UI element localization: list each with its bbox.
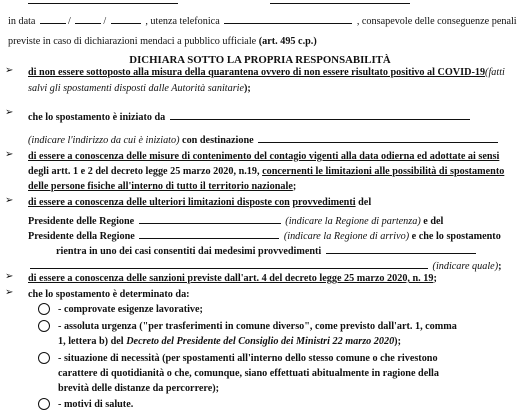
quarantine-statement-cont: salvi gli spostamenti disposti dalle Autorità sanitarie);	[28, 83, 251, 94]
section-heading: DICHIARA SOTTO LA PROPRIA RESPONSABILITÀ	[129, 54, 391, 66]
option-necessity-line-2: carattere di quotidianità o che, comunque, siano effettuati abitualmente in ragione della	[58, 368, 439, 379]
containment-measures-line-2: degli artt. 1 e 2 del decreto legge 25 marzo 2020, n.19, concernenti le limitazioni alle possibilità di spostamento	[28, 166, 505, 177]
departure-region-field[interactable]	[139, 214, 281, 224]
sanctions-statement: di essere a conoscenza delle sanzioni previste dall'art. 4 del decreto legge 25 marzo 2020, n. 19;	[28, 273, 437, 284]
containment-measures-line-1: di essere a conoscenza delle misure di contenimento del contagio vigenti alla data odierna ed adottate ai sensi	[28, 151, 500, 162]
option-work-radio[interactable]	[38, 303, 50, 315]
regional-limits-line-2: Presidente delle Regione (indicare la Regione di partenza) e del	[28, 216, 444, 227]
option-health-label: - motivi di salute.	[58, 399, 134, 410]
declaration-line-1: in data / / , utenza telefonica , consapevole delle conseguenze penali	[8, 16, 517, 27]
destination-statement: (indicare l'indirizzo da cui è iniziato) con destinazione	[28, 133, 500, 146]
quarantine-statement: di non essere sottoposto alla misura della quarantena ovvero di non essere risultato positivo al COVID-19(fatti	[28, 67, 505, 78]
case-provision-field[interactable]	[326, 244, 476, 254]
arrow-bullet-5: ➢	[5, 271, 14, 282]
option-urgency-line-2: 1, lettera b) del Decreto del Presidente del Consiglio dei Ministri 22 marzo 2020);	[58, 336, 401, 347]
start-address-field[interactable]	[170, 110, 470, 120]
option-work-label: - comprovate esigenze lavorative;	[58, 304, 203, 315]
top-underline-1	[28, 0, 178, 4]
date-month-field[interactable]	[75, 14, 101, 24]
option-necessity-radio[interactable]	[38, 352, 50, 364]
arrow-bullet-1: ➢	[5, 65, 14, 76]
arrow-bullet-2: ➢	[5, 107, 14, 118]
containment-measures-line-3: delle persone fisiche all'interno di tutto il territorio nazionale;	[28, 181, 297, 192]
date-day-field[interactable]	[40, 14, 66, 24]
arrow-bullet-6: ➢	[5, 287, 14, 298]
reason-statement: che lo spostamento è determinato da:	[28, 289, 190, 300]
arrival-region-field[interactable]	[139, 229, 279, 239]
declaration-line-2: previste in caso di dichiarazioni mendaci a pubblico ufficiale (art. 495 c.p.)	[8, 36, 317, 47]
arrow-bullet-3: ➢	[5, 149, 14, 160]
regional-limits-line-1: di essere a conoscenza delle ulteriori limitazioni disposte con provvedimenti del	[28, 197, 372, 208]
option-urgency-radio[interactable]	[38, 320, 50, 332]
top-underline-2	[270, 0, 410, 4]
regional-limits-line-4: rientra in uno dei casi consentiti dai medesimi provvedimenti	[56, 244, 478, 257]
date-year-field[interactable]	[111, 14, 141, 24]
start-location-statement: che lo spostamento è iniziato da	[28, 110, 472, 123]
case-provision-field-2[interactable]	[30, 259, 428, 269]
regional-limits-line-5: (indicare quale);	[28, 259, 502, 272]
destination-field[interactable]	[258, 133, 498, 143]
option-urgency-line-1: - assoluta urgenza ("per trasferimenti in comune diverso", come previsto dall'art. 1, comma	[58, 321, 457, 332]
arrow-bullet-4: ➢	[5, 195, 14, 206]
phone-field[interactable]	[224, 14, 352, 24]
option-necessity-line-1: - situazione di necessità (per spostamenti all'interno dello stesso comune o che rivestono	[58, 353, 438, 364]
regional-limits-line-3: Presidente della Regione (indicare la Regione di arrivo) e che lo spostamento	[28, 231, 501, 242]
option-necessity-line-3: brevità delle distanze da percorrere);	[58, 383, 220, 394]
